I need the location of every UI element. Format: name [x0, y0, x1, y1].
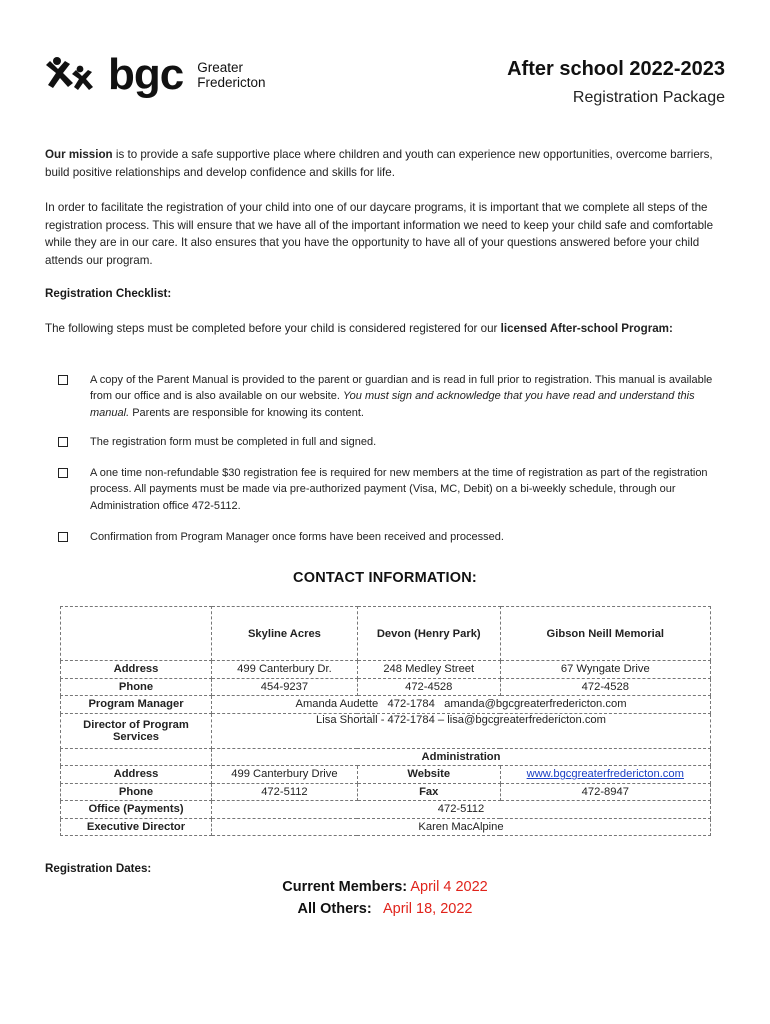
checkbox[interactable]: [58, 437, 68, 447]
checklist-item-1-tail: Parents are responsible for knowing its content.: [129, 406, 364, 419]
empty-cell: [61, 748, 212, 766]
office-payments-value: 472-5112: [212, 801, 711, 819]
address-gibson: 67 Wyngate Drive: [500, 661, 710, 679]
checkbox[interactable]: [58, 468, 68, 478]
checkbox[interactable]: [58, 532, 68, 542]
checklist-heading: Registration Checklist:: [45, 287, 172, 300]
admin-fax-value: 472-8947: [500, 783, 710, 801]
executive-director-value: Karen MacAlpine: [212, 818, 711, 836]
row-header-director: Director of Program Services: [61, 713, 212, 748]
current-members-value: April 4 2022: [410, 879, 488, 895]
checklist-item-1-italic: You must sign and acknowledge that you have read and understand this manual.: [90, 390, 695, 419]
checkbox[interactable]: [58, 375, 68, 385]
column-header-devon: Devon (Henry Park): [357, 607, 500, 661]
table-row: [61, 748, 711, 766]
director-value: Lisa Shortall - 472-1784 – lisa@bgcgreaterfredericton.com: [212, 713, 711, 748]
mission-text: is to provide a safe supportive place where children and youth can experience new opportunities, overcome barriers, build positive relationships and develop confidence and skills for life.: [45, 148, 713, 179]
website-link[interactable]: www.bgcgreaterfredericton.com: [526, 768, 684, 781]
checklist-intro-text: The following steps must be completed before your child is considered registered for our: [45, 322, 501, 335]
executive-director-label: Executive Director: [61, 818, 212, 836]
checklist-item: [58, 529, 728, 545]
empty-cell: [61, 607, 212, 661]
checklist-intro: [45, 320, 728, 338]
table-row: [61, 661, 711, 679]
mission-paragraph: [45, 146, 728, 181]
bgc-logo: [44, 50, 266, 100]
column-header-gibson: Gibson Neill Memorial: [500, 607, 710, 661]
program-manager-value: Amanda Audette 472-1784 amanda@bgcgreaterfredericton.com: [212, 696, 711, 714]
logo-region-line1: Greater: [197, 60, 244, 75]
table-row: [61, 713, 711, 748]
admin-website-label: Website: [357, 766, 500, 784]
administration-heading: Administration: [212, 748, 711, 766]
checklist-item-text: [90, 372, 720, 421]
admin-address-value: 499 Canterbury Drive: [212, 766, 358, 784]
contact-title: CONTACT INFORMATION:: [293, 570, 477, 586]
checklist-item-1-text: A copy of the Parent Manual is provided to the parent or guardian and is read in full prior to registration. This manual is available from our office and is also available on our website.: [90, 374, 713, 403]
checklist-item-2-text: The registration form must be completed in full and signed.: [90, 436, 377, 448]
phone-skyline: 454-9237: [212, 678, 358, 696]
address-skyline: 499 Canterbury Dr.: [212, 661, 358, 679]
table-row: [61, 818, 711, 836]
table-row: [61, 766, 711, 784]
document-subtitle: Registration Package: [572, 89, 725, 106]
logo-wordmark: bgc: [108, 50, 184, 99]
all-others-label: All Others:: [297, 901, 372, 917]
current-members-label: Current Members:: [282, 879, 408, 895]
table-row: [61, 696, 711, 714]
all-others-date: [0, 901, 770, 917]
phone-devon: 472-4528: [357, 678, 500, 696]
mission-label: Our mission: [45, 148, 113, 161]
checklist-item-3-text: A one time non-refundable $30 registration fee is required for new members at the time of registration as part of the registration process. All payments must be made via pre-authorized payment (Visa, MC, Debit) on a bi-weekly schedule, through our Administration office 472-5112.: [90, 467, 708, 512]
row-header-program-manager: Program Manager: [61, 696, 212, 714]
checklist-item: [58, 372, 728, 421]
checklist-item-4-text: Confirmation from Program Manager once forms have been received and processed.: [90, 531, 504, 543]
bgc-figures-icon: [44, 55, 104, 95]
admin-address-label: Address: [61, 766, 212, 784]
checklist-item: [58, 434, 728, 450]
phone-gibson: 472-4528: [500, 678, 710, 696]
current-members-date: [0, 879, 770, 895]
address-devon: 248 Medley Street: [357, 661, 500, 679]
admin-fax-label: Fax: [357, 783, 500, 801]
intro-paragraph: In order to facilitate the registration of your child into one of our daycare programs, it is important that we complete all steps of the registration process. This will ensure that we have all of the important information we need to keep your child safe and comfortable while they are in our care. It also ensures that you have the opportunity to have all of your questions answered before your child attends our program.: [45, 201, 714, 267]
registration-dates-heading: Registration Dates:: [45, 862, 152, 875]
office-payments-label: Office (Payments): [61, 801, 212, 819]
table-row: [61, 801, 711, 819]
table-row: [61, 678, 711, 696]
contact-table: [60, 606, 711, 836]
row-header-address: Address: [61, 661, 212, 679]
all-others-value: April 18, 2022: [382, 901, 473, 917]
admin-phone-value: 472-5112: [212, 783, 358, 801]
document-title: After school 2022-2023: [507, 58, 725, 80]
table-row: [61, 783, 711, 801]
checklist-intro-bold: licensed After-school Program:: [500, 322, 673, 335]
admin-website-link[interactable]: [500, 766, 710, 784]
column-header-skyline: Skyline Acres: [212, 607, 358, 661]
logo-region: [197, 60, 265, 90]
table-row: [61, 607, 711, 661]
row-header-phone: Phone: [61, 678, 212, 696]
logo-region-line2: Fredericton: [197, 75, 266, 90]
admin-phone-label: Phone: [61, 783, 212, 801]
checklist-item: [58, 465, 728, 514]
